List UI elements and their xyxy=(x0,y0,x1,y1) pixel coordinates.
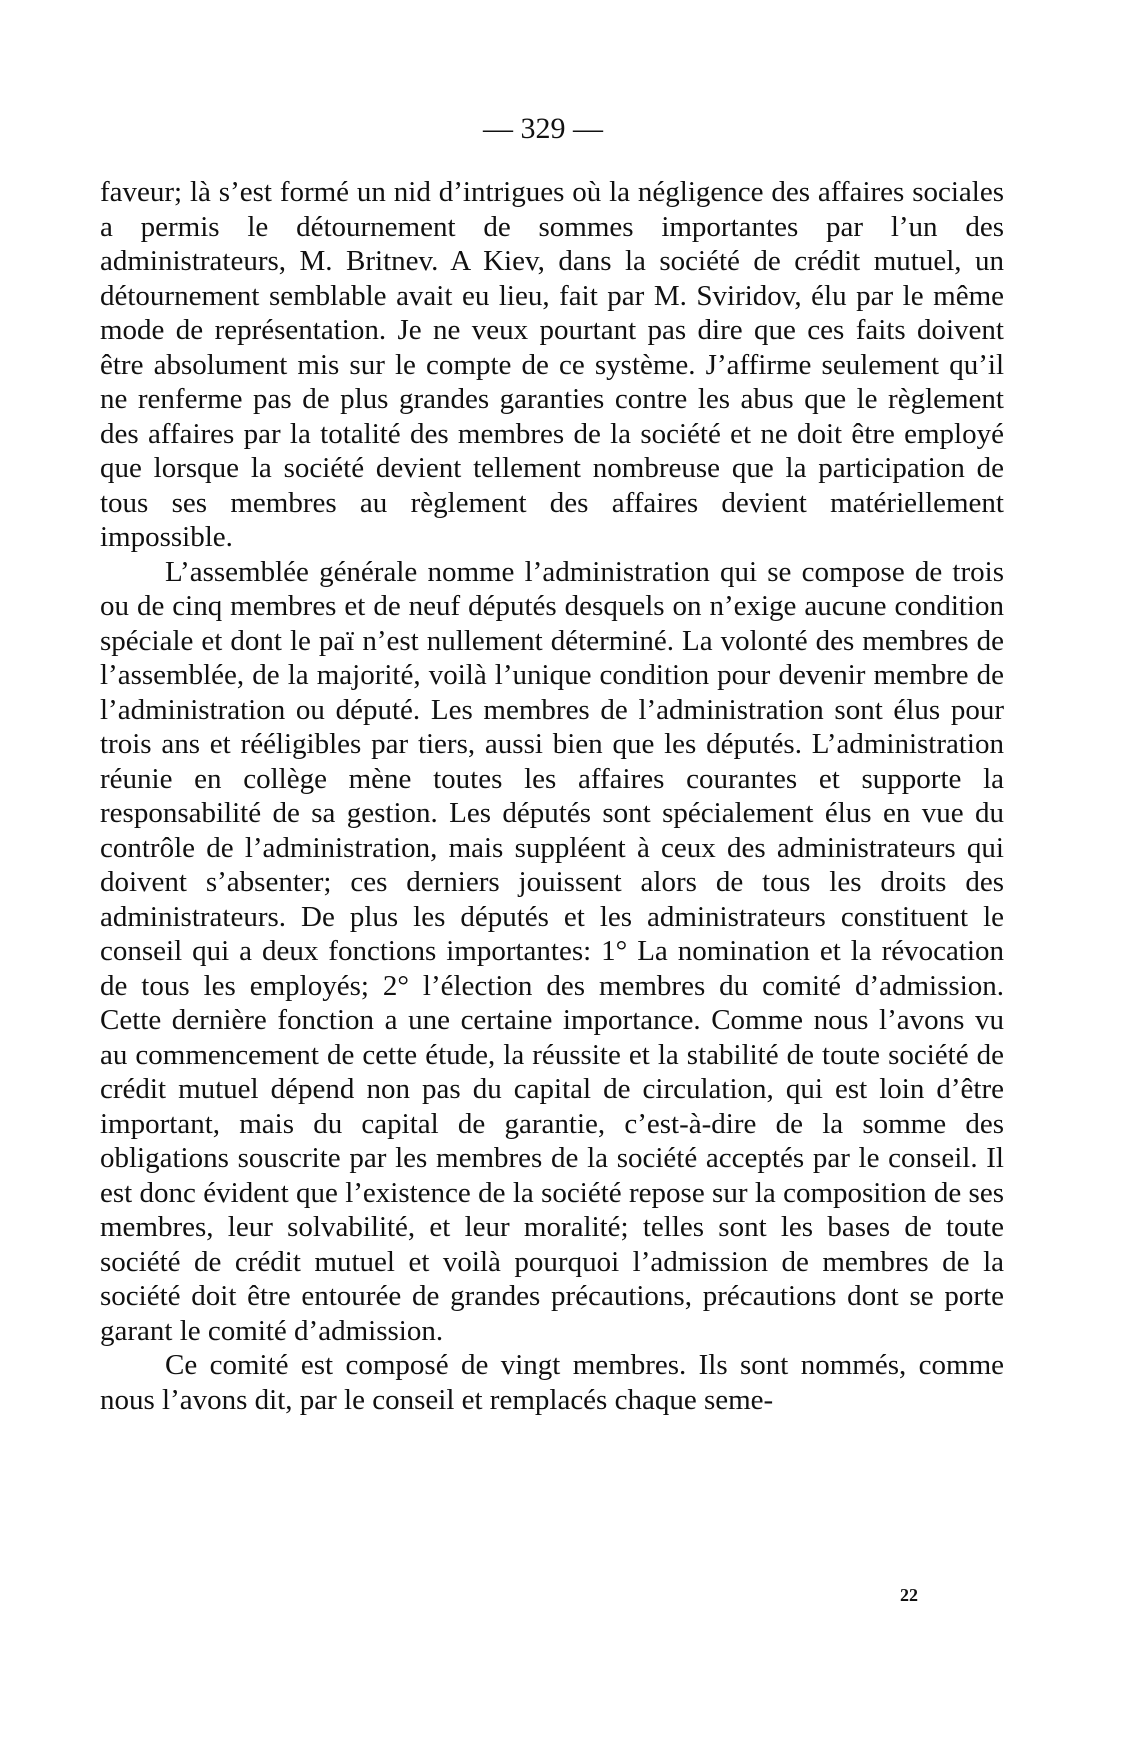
signature-mark: 22 xyxy=(900,1585,918,1605)
paragraph-2: L’assemblée générale nomme l’administration qui se compose de trois ou de cinq membres et de neuf députés desquels on n’exige aucune condition spéciale et dont le paï n’est nullement déterminé. La volonté des membres de l’assemblée, de la majorité, voilà l’unique condition pour devenir membre de l’administration ou député. Les membres de l’administration sont élus pour trois ans et rééligibles par tiers, aussi bien que les députés. L’administration réunie en collège mène toutes les affaires courantes et supporte la responsabilité de sa gestion. Les députés sont spécialement élus en vue du contrôle de l’administration, mais suppléent à ceux des administrateurs qui doivent s’absenter; ces derniers jouissent alors de tous les droits des administrateurs. De plus les députés et les administrateurs constituent le conseil qui a deux fonctions importantes: 1° La nomination et la révocation de tous les employés; 2° l’élection des membres du comité d’admission. Cette dernière fonction a une certaine importance. Comme nous l’avons vu au commencement de cette étude, la réussite et la stabilité de toute société de crédit mutuel dépend non pas du capital de circulation, qui est loin d’être important, mais du capital de garantie, c’est-à-dire de la somme des obligations souscrite par les membres de la société acceptés par le conseil. Il est donc évident que l’existence de la société repose sur la composition de ses membres, leur solvabilité, et leur moralité; telles sont les bases de toute société de crédit mutuel et voilà pourquoi l’admission de membres de la société doit être entourée de grandes précautions, précautions dont se porte garant le comité d’admission. xyxy=(100,555,1004,1347)
body-text xyxy=(100,175,1004,1417)
paragraph-1: faveur; là s’est formé un nid d’intrigues où la négligence des affaires sociales a permis le détournement de sommes importantes par l’un des administrateurs, M. Britnev. A Kiev, dans la société de crédit mutuel, un détournement semblable avait eu lieu, fait par M. Sviridov, élu par le même mode de représentation. Je ne veux pourtant pas dire que ces faits doivent être absolument mis sur le compte de ce système. J’affirme seulement qu’il ne renferme pas de plus grandes garanties contre les abus que le règlement des affaires par la totalité des membres de la société et ne doit être employé que lorsque la société devient tellement nombreuse que la participation de tous ses membres au règlement des affaires devient matériellement impossible. xyxy=(100,176,1004,553)
page-number: — 329 — xyxy=(483,112,603,145)
paragraph-3: Ce comité est composé de vingt membres. Ils sont nommés, comme nous l’avons dit, par le conseil et remplacés chaque seme- xyxy=(100,1349,1004,1416)
